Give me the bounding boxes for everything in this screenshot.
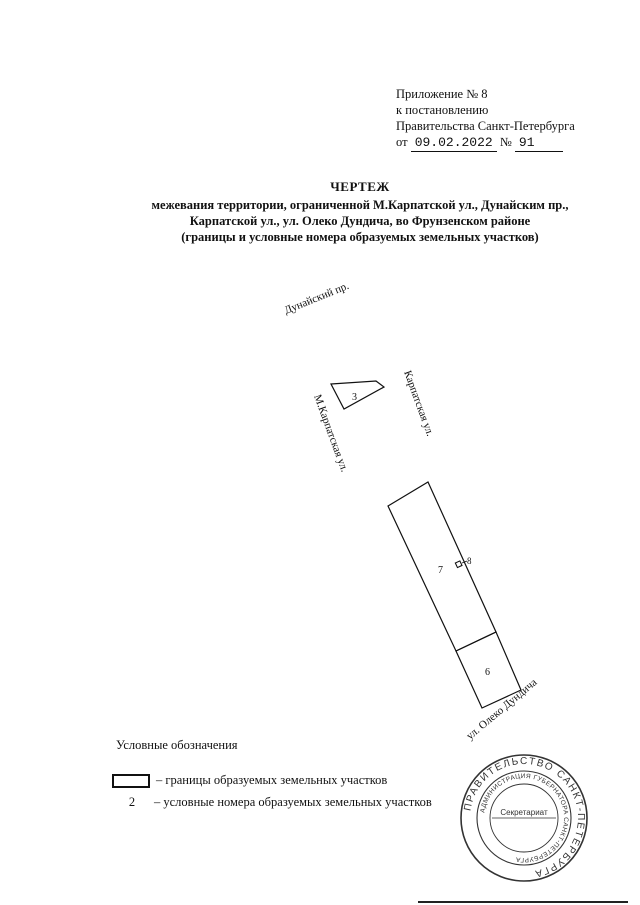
bottom-rule — [418, 901, 628, 903]
legend-number-row — [112, 795, 432, 810]
date-prefix: от — [396, 135, 408, 149]
appendix-line-2: к постановлению — [396, 103, 489, 117]
decree-number: 91 — [515, 135, 563, 152]
official-stamp — [458, 752, 590, 884]
appendix-line-3: Правительства Санкт-Петербурга — [396, 119, 575, 133]
number-prefix: № — [499, 135, 512, 149]
appendix-line-1: Приложение № 8 — [396, 87, 488, 101]
legend-boundary-label: – границы образуемых земельных участков — [156, 773, 388, 787]
stamp-center-text: Секретариат — [500, 808, 548, 817]
street-label-dunaisky: Дунайский пр. — [282, 279, 351, 317]
parcel-7-number: 7 — [438, 565, 443, 576]
title-main: ЧЕРТЕЖ — [330, 179, 390, 194]
title-line-3: (границы и условные номера образуемых земельных участков) — [181, 230, 539, 244]
parcel-8-boundary — [455, 561, 462, 568]
stamp-inner-text: АДМИНИСТРАЦИЯ ГУБЕРНАТОРА САНКТ-ПЕТЕРБУРГА — [479, 772, 570, 864]
legend-number-label: – условные номера образуемых земельных участков — [154, 795, 432, 809]
legend-title: Условные обозначения — [116, 738, 238, 752]
legend-boundary-swatch — [112, 774, 150, 788]
title-line-1: межевания территории, ограниченной М.Карпатской ул., Дунайским пр., — [151, 198, 569, 212]
street-label-m-karpatskaya: М.Карпатская ул. — [311, 392, 351, 474]
street-label-karpatskaya: Карпатская ул. — [401, 368, 437, 438]
decree-date: 09.02.2022 — [411, 135, 497, 152]
legend-boundary-row — [112, 773, 387, 788]
parcel-6-number: 6 — [485, 667, 490, 678]
parcel-3-boundary — [331, 381, 384, 409]
title-line-2: Карпатской ул., ул. Олеко Дундича, во Фрунзенском районе — [189, 214, 531, 228]
legend-number-sample: 2 — [128, 795, 136, 809]
parcel-3-number: 3 — [352, 392, 357, 403]
street-label-oleko: ул. Олеко Дундича — [464, 676, 540, 743]
stamp-outer-text: ПРАВИТЕЛЬСТВО САНКТ-ПЕТЕРБУРГА — [462, 755, 587, 880]
parcel-8-number: 8 — [467, 556, 472, 566]
